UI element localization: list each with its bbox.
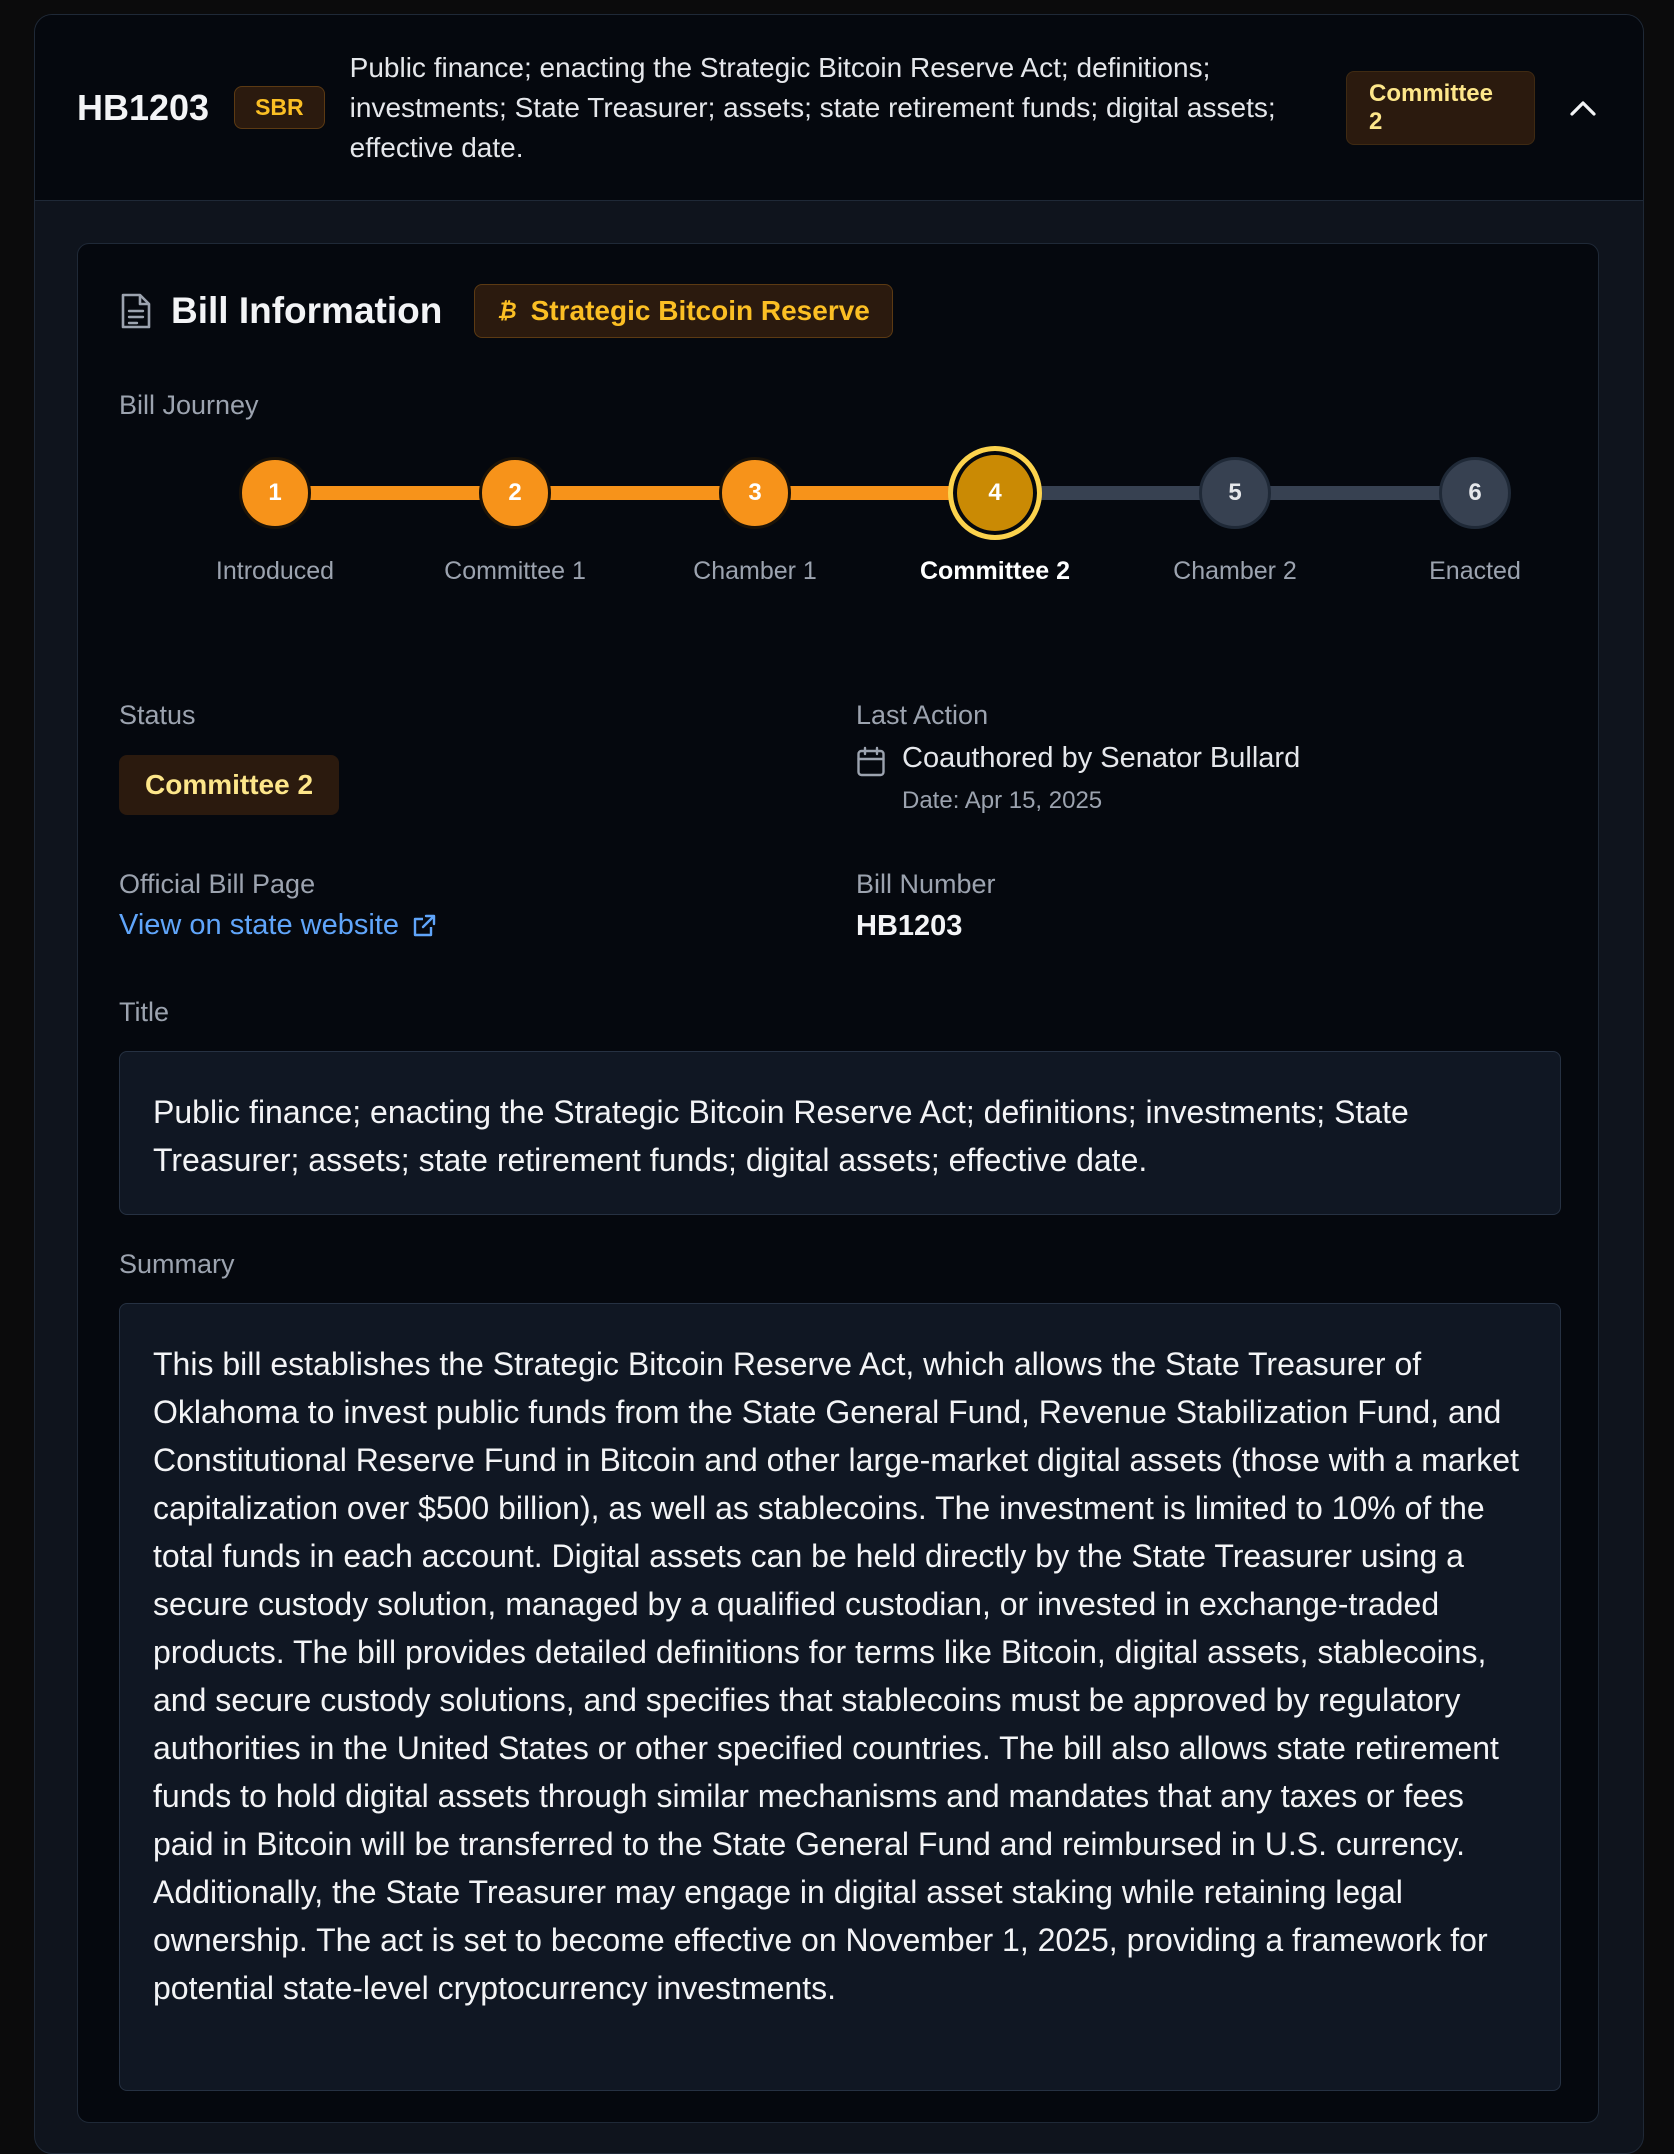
bill-journey	[78, 244, 1600, 644]
last-action-text: Coauthored by Senator Bullard	[902, 742, 1301, 774]
bill-number-value: HB1203	[856, 910, 963, 942]
bill-id: HB1203	[77, 86, 210, 128]
journey-step-3: 3	[719, 457, 791, 529]
external-link-icon	[411, 913, 437, 939]
journey-step-6: 6	[1439, 457, 1511, 529]
status-label: Status	[119, 700, 196, 730]
journey-step-label: Enacted	[1429, 557, 1521, 585]
journey-step-4: 4	[948, 446, 1042, 540]
journey-step-label: Chamber 1	[693, 557, 817, 585]
title-label: Title	[119, 997, 170, 1027]
card-title: Bill Information	[171, 290, 443, 331]
bill-panel	[34, 14, 1644, 2154]
title-box	[119, 1051, 1561, 1215]
calendar-icon	[856, 746, 886, 778]
header-status-chip: Committee 2	[1346, 71, 1535, 145]
bitcoin-icon: ₿	[497, 298, 517, 323]
summary-text: This bill establishes the Strategic Bitcoin Reserve Act, which allows the State Treasurer of Oklahoma to invest public funds from the State General Fund, Revenue Stabilization Fund, and Constitutional Reserve Fund in Bitcoin and other large-market digital assets (those with a market capitalization over $500 billion), as well as stablecoins. The investment is limited to 10% of the total funds in each account. Digital assets can be held directly by the State Treasurer using a secure custody solution, managed by a qualified custodian, or invested in exchange-traded products. The bill provides detailed definitions for terms like Bitcoin, digital assets, stablecoins, and secure custody solutions, and specifies that stablecoins must be approved by regulatory authorities in the United States or other specified countries. The bill also allows state retirement funds to hold digital assets through similar mechanisms and mandates that any taxes or fees paid in Bitcoin will be transferred to the State General Fund and reimbursed in U.S. currency. Additionally, the State Treasurer may engage in digital asset staking while retaining legal ownership. The act is set to become effective on November 1, 2025, providing a framework for potential state-level cryptocurrency investments.	[153, 1346, 1519, 2006]
sbr-tag: SBR	[234, 86, 325, 129]
journey-step-label: Introduced	[215, 557, 335, 585]
last-action	[856, 742, 1300, 815]
header-title: Public finance; enacting the Strategic Bitcoin Reserve Act; definitions; investments; State Treasurer; assets; state retirement funds; digital assets; effective date.	[349, 51, 1276, 163]
journey-label: Bill Journey	[119, 390, 259, 420]
journey-step-2: 2	[479, 457, 551, 529]
state-website-link[interactable]	[119, 909, 437, 942]
journey-track-complete	[275, 486, 995, 500]
title-text: Public finance; enacting the Strategic Bitcoin Reserve Act; definitions; investments; State Treasurer; assets; state retirement funds; digital assets; effective date.	[153, 1094, 1409, 1178]
bill-header[interactable]	[35, 15, 1643, 201]
last-action-date: Date: Apr 15, 2025	[902, 787, 1103, 814]
reserve-badge-label: Strategic Bitcoin Reserve	[530, 295, 870, 326]
bill-number-label: Bill Number	[856, 869, 996, 899]
journey-step-5: 5	[1199, 457, 1271, 529]
summary-label: Summary	[119, 1249, 235, 1279]
journey-step-1: 1	[239, 457, 311, 529]
chevron-up-icon	[1569, 99, 1597, 117]
collapse-button[interactable]	[1565, 90, 1601, 126]
last-action-label: Last Action	[856, 700, 989, 730]
journey-step-label: Chamber 2	[1173, 557, 1297, 585]
official-page-label: Official Bill Page	[119, 869, 316, 899]
journey-step-label: Committee 1	[444, 557, 586, 585]
journey-step-label-current: Committee 2	[919, 557, 1071, 585]
status-badge: Committee 2	[119, 755, 339, 815]
bill-information-card	[77, 243, 1599, 2123]
summary-box	[119, 1303, 1561, 2091]
state-website-link-text: View on state website	[119, 909, 399, 941]
